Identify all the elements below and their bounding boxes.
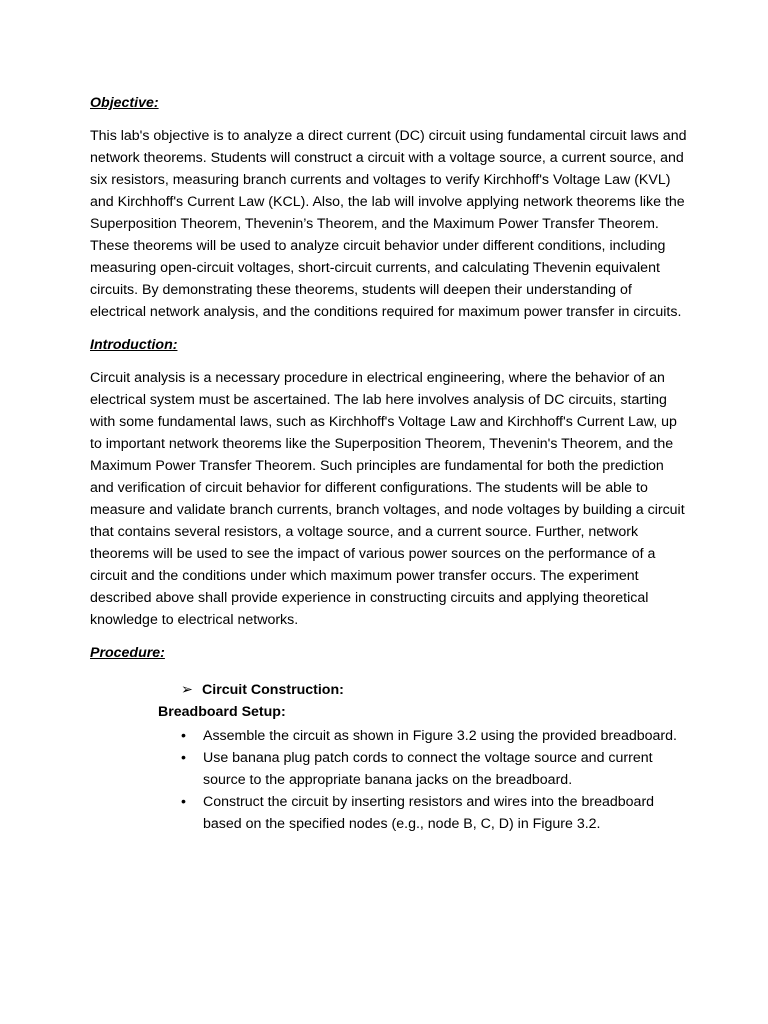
- arrow-bullet-icon: ➢: [181, 682, 193, 698]
- objective-heading: Objective:: [90, 95, 159, 111]
- bullet-icon: •: [181, 750, 186, 766]
- circuit-construction-title: Circuit Construction:: [202, 682, 344, 698]
- bullet-icon: •: [181, 794, 186, 810]
- list-item: [90, 747, 690, 791]
- list-item-text: Assemble the circuit as shown in Figure 3.2 using the provided breadboard.: [203, 728, 677, 744]
- introduction-heading: Introduction:: [90, 337, 178, 353]
- breadboard-setup-subheading: Breadboard Setup:: [158, 704, 286, 720]
- bullet-icon: •: [181, 728, 186, 744]
- procedure-bullet-list: [90, 725, 690, 835]
- list-item: [90, 791, 690, 835]
- procedure-heading: Procedure:: [90, 645, 165, 661]
- list-item-text: Construct the circuit by inserting resistors and wires into the breadboard based on the specified nodes (e.g., node B, C, D) in Figure 3.2.: [203, 794, 655, 832]
- list-item: [90, 725, 690, 747]
- circuit-construction-item: [90, 679, 690, 701]
- objective-paragraph: This lab's objective is to analyze a direct current (DC) circuit using fundamental circuit laws and network theorems. Students will construct a circuit with a voltage source, a current source, and six resistors, measuring branch currents and voltages to verify Kirchhoff's Voltage Law (KVL) and Kirchhoff's Current Law (KCL). Also, the lab will involve applying network theorems like the Superposition Theorem, Thevenin’s Theorem, and the Maximum Power Transfer Theorem. These theorems will be used to analyze circuit behavior under different conditions, including measuring open-circuit voltages, short-circuit currents, and calculating Thevenin equivalent circuits. By demonstrating these theorems, students will deepen their understanding of electrical network analysis, and the conditions required for maximum power transfer in circuits.: [90, 128, 687, 320]
- list-item-text: Use banana plug patch cords to connect the voltage source and current source to the appropriate banana jacks on the breadboard.: [203, 750, 653, 788]
- introduction-paragraph: Circuit analysis is a necessary procedure in electrical engineering, where the behavior of an electrical system must be ascertained. The lab here involves analysis of DC circuits, starting with some fundamental laws, such as Kirchhoff's Voltage Law and Kirchhoff's Current Law, up to important network theorems like the Superposition Theorem, Thevenin's Theorem, and the Maximum Power Transfer Theorem. Such principles are fundamental for both the prediction and verification of circuit behavior for different configurations. The students will be able to measure and validate branch currents, branch voltages, and node voltages by building a circuit that contains several resistors, a voltage source, and a current source. Further, network theorems will be used to see the impact of various power sources on the performance of a circuit and the conditions under which maximum power transfer occurs. The experiment described above shall provide experience in constructing circuits and applying theoretical knowledge to electrical networks.: [90, 370, 685, 628]
- document-body: [90, 92, 690, 835]
